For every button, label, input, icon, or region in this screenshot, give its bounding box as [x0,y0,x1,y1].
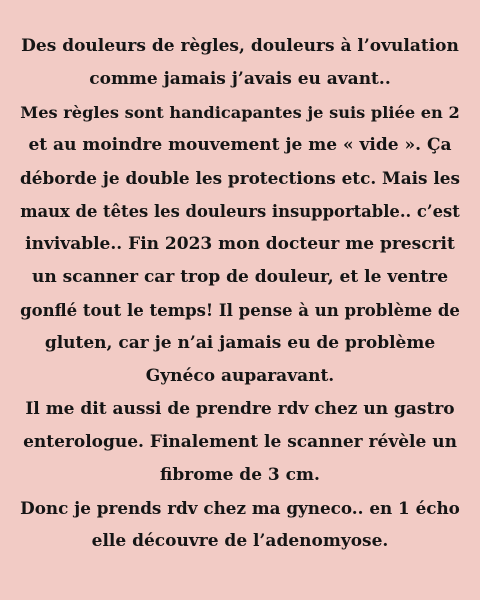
text-line-8: un scanner car trop de douleur, et le ventre [31,267,449,287]
text-line-6: maux de têtes les douleurs insupportable.. c’est [20,202,460,221]
text-line-16: elle découvre de l’adenomyose. [91,531,389,551]
text-line-9: gonflé tout le temps! Il pense à un problème de [20,300,460,320]
text-line-12: Il me dit aussi de prendre rdv chez un gastro [25,399,455,419]
text-line-11: Gynéco auparavant. [145,366,335,386]
text-line-3: Mes règles sont handicapantes je suis pliée en 2 [20,103,460,122]
text-line-13: enterologue. Finalement le scanner révèle un [23,432,457,452]
text-line-5: déborde je double les protections etc. Mais les [20,168,460,188]
text-line-1: Des douleurs de règles, douleurs à l’ovulation [21,36,459,56]
text-line-15: Donc je prends rdv chez ma gyneco.. en 1 écho [20,498,460,518]
text-line-2: comme jamais j’avais eu avant.. [89,69,391,89]
text-line-7: invivable.. Fin 2023 mon docteur me prescrit [25,234,455,254]
text-line-14: fibrome de 3 cm. [160,465,320,485]
text-line-4: et au moindre mouvement je me « vide ». Ça [28,135,452,155]
text-line-10: gluten, car je n’ai jamais eu de problème [44,333,436,353]
testimony-text [20,30,460,558]
